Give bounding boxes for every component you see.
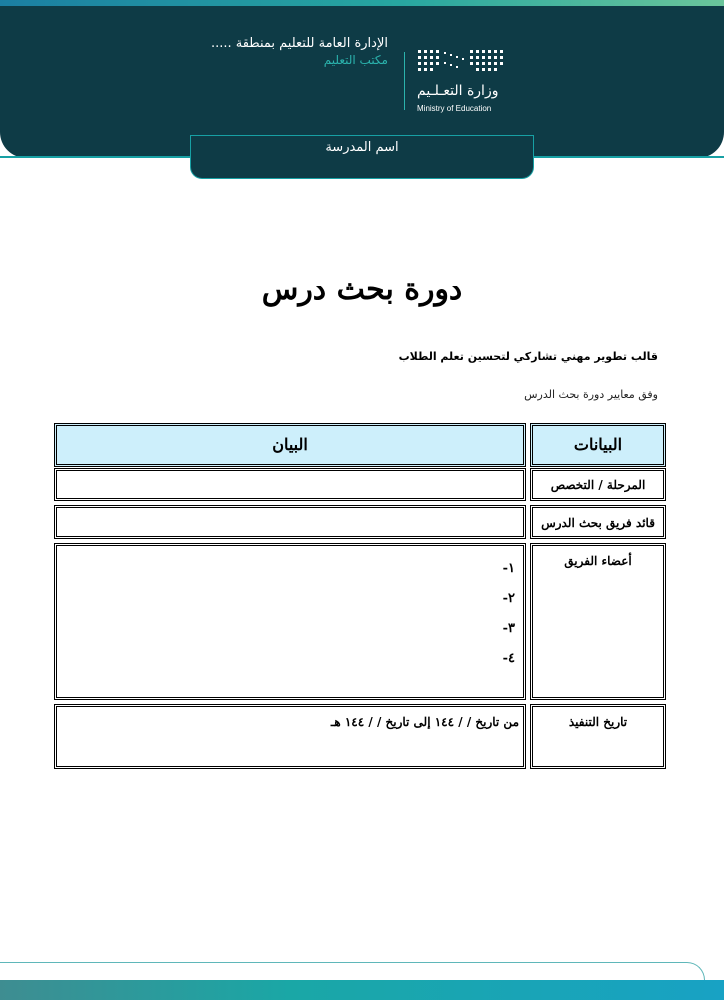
stage-label: المرحلة / التخصص xyxy=(550,478,646,492)
table-header-statement-column xyxy=(54,423,526,467)
document-note: وفق معايير دورة بحث الدرس xyxy=(524,388,658,401)
document-subtitle: قالب تطوير مهني تشاركي لتحسين تعلم الطلاب xyxy=(398,350,658,363)
ministry-logo-icon xyxy=(416,48,508,80)
table-header-data-label: البيانات xyxy=(573,435,623,454)
table-header-data-column xyxy=(530,423,666,467)
team-members-label: أعضاء الفريق xyxy=(564,554,632,568)
execution-date-label-cell xyxy=(530,704,666,769)
table-header-statement-label: البيان xyxy=(272,435,308,454)
school-name-tab xyxy=(190,135,534,179)
education-administration-line: الإدارة العامة للتعليم بمنطقة ..... xyxy=(210,36,388,51)
team-members-label-cell xyxy=(530,543,666,700)
ministry-logo-arabic: وزارة التعـلـيم xyxy=(417,83,499,99)
team-members-value-cell[interactable] xyxy=(54,543,526,700)
education-office-line: مكتب التعليم xyxy=(323,53,388,67)
execution-date-range: من تاريخ / / ١٤٤ إلى تاريخ / / ١٤٤ هـ xyxy=(330,715,519,729)
header-divider xyxy=(404,52,405,110)
team-member-1: ١- xyxy=(502,561,515,576)
stage-value-cell[interactable] xyxy=(54,468,526,501)
team-members-list xyxy=(503,554,515,674)
stage-label-cell xyxy=(530,468,666,501)
team-leader-label: قائد فريق بحث الدرس xyxy=(541,516,655,530)
footer-bar xyxy=(0,980,724,1000)
team-leader-label-cell xyxy=(530,505,666,539)
document-title: دورة بحث درس xyxy=(261,272,463,307)
school-name-label: اسم المدرسة xyxy=(325,140,399,155)
team-member-2: ٢- xyxy=(502,591,515,606)
team-leader-value-cell[interactable] xyxy=(54,505,526,539)
execution-date-label: تاريخ التنفيذ xyxy=(568,715,628,729)
team-member-3: ٣- xyxy=(502,621,515,636)
team-member-4: ٤- xyxy=(502,651,515,666)
execution-date-value-cell[interactable] xyxy=(54,704,526,769)
ministry-logo-english: Ministry of Education xyxy=(417,104,492,113)
